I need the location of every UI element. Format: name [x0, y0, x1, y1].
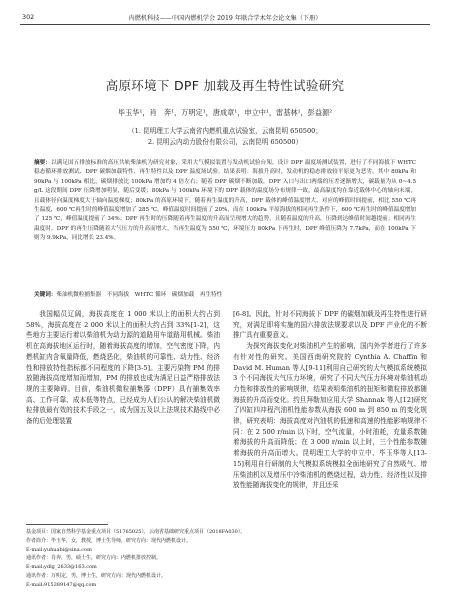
- footnote-funding: 基金项目：国家自然科学基金重点项目（51765025），云南省基础研究重点项目（2018FA030）。: [26, 529, 246, 535]
- abstract-text: 以满足国五排放标准的高压共轨柴油机为研究对象，采用大气模拟装置与发动机试验台架，设计 DPF 温度场测试装置，进行了不同海拔下 WHTC 稳态循环排放测试、DPF 碳烟加载特性、再生特性以及 DPF 温度场试验。结果表明：海拔升高时，发动机的稳态排放较平原更为恶劣，其中 80kPa 和 90kPa 与 100kPa 相比，碳烟排放比 100kPa 增加约 4 倍左右；随着 DPF 碳烟不断加载，DPF 入口与出口两端的压差逐渐增大，碳载量为从 0~4.5 g/L 这段期间 DPF 压降增加明显，随后变缓；80kPa 与 100kPa 环境下的 DPF 载体的温度场分布规律一致，最高温度均在靠近载体中心的轴向末端，且载体径向温度梯度大于轴向温度梯度；80kPa 的高原环境下，随着再生温度的升高，DPF 载体的峰值温度增大，对应的峰值时间提前，相比 550 ℃再生温度，600 ℃再生时的峰值温度增加了 285 ℃，峰值温度时间提前了 20%，而在 100kPa 平原海拔的相同再生条件下，600 ℃再生时的峰值温度增加了 125 ℃，峰值温度提前了 34%；DPF 再生时的压降随着再生温度的升高而呈现增大的趋势，且随着温度的升高，压降到达峰值时间越提前；相同再生温度时，DPF 的再生压降随着大气压力的升高而增大，当再生温度为 550 ℃，环境压力 80kPa 下再生时，DPF 峰值压降为 7.7kPa，而在 100kPa 下则为 9.9kPa，同比增长 23.4%。: [34, 160, 416, 242]
- author-list: 毕玉华¹，肖 奔¹，万明定¹，唐成章¹，申立中¹，雷基林¹，彭益源²: [117, 108, 333, 117]
- footnote-email: E-mail:ydlg_2633@163.com: [26, 564, 97, 571]
- body-left-column: [26, 309, 220, 427]
- keywords: [34, 290, 416, 298]
- footnote-author-bio: 作者简介：毕玉华，女，教授，博士生导师，研究方向：现代内燃机设计。: [26, 537, 192, 544]
- running-header: [20, 11, 430, 25]
- affiliation-1: （1. 昆明理工大学云南省内燃机重点试验室，云南昆明 650500；: [128, 127, 322, 135]
- left-paragraph-1: 我国幅员辽阔，海拔高度在 1 000 米以上的面积大约占到 58%，海拔高度在 2 000 米以上的面积大约占到 33%[1-2]，这些地方主要运行着以柴油机为动力源的道路用车道路用机械。柴油机在高海拔地区运行时，随着海拔高度的增加，空气密度下降，内燃机缸内含氧量降低，燃烧恶化，柴油机的可靠性、动力性、经济性和排放特性指标都不同程度的下降[3-5]。主要污染物 PM 的排放随海拔高度增加而增加，PM 的排放也成为满足日益严格排放法规的主要障碍。目前，柴油机微粒捕集器（DPF）具有捕集效率高、工作可靠、成本低等特点，已经成为人们公认的解决柴油机微粒排放最有效的技术手段之一，成为国五及以上法规技术路线中必备的后处理装置: [26, 310, 220, 426]
- footnotes: [26, 528, 246, 590]
- footnote-corresponding-author: 通讯作者：肖奔，男，硕士生，研究方向：内燃机排放控制。: [26, 555, 162, 562]
- keywords-text: 柴油机微粒捕集器 不同海拔 WHTC 循环 碳烟加载 再生特性: [56, 292, 223, 298]
- affiliation-2: 2. 昆明云内动力股份有限公司，云南昆明 650500）: [147, 138, 303, 146]
- keywords-label: 关键词：: [34, 292, 57, 298]
- footnote-corresponding-author: 通讯作者：万明定，男，博士生，研究方向：现代内燃机设计。: [26, 572, 167, 579]
- footnote-rule: [26, 524, 108, 525]
- footnote-email: E-mail:yuhuabi@sina.com: [26, 546, 92, 553]
- page-number: 302: [22, 13, 35, 21]
- paper-title: 高原环境下 DPF 加载及再生特性试验研究: [105, 78, 345, 93]
- abstract: [34, 159, 416, 244]
- body-right-column: [233, 309, 427, 491]
- footnote-email: E-mail:915389147@qq.com: [26, 581, 97, 588]
- right-paragraph-2: 为探究海拔变化对柴油机产生的影响，国内外学者进行了许多有针对性的研究。美国西南研究院的 Cynthia A. Chaffin 和 David M. Human 等人[9-11]利用自己研究的大气模拟系统模拟 3 个不同海拔大气压力环境，研究了不同大气压力环境对柴油机动力性和排放性的影响规律，结果表明柴油机的扭矩和微粒排放都随海拔的升高而变化。约旦拜勒加应用大学 Shannak 等人[12]研究了四缸四冲程汽油机性能参数从海拔 600 m 到 850 m 的变化规律，研究表明：海拔高度对汽油机的低速和高速的性能影响规律不同：在 2 500 r/min 以下时，空气流量，小时油耗，充量系数随着海拔的升高而降低；在 3 000 r/min 以上时，三个性能参数随着海拔的升高而增大。昆明理工大学的申立中、毕玉华等人[13-15]利用自行研制的大气模拟系统模拟全面地研究了自然吸气、增压柴油机以及增压中冷柴油机的燃烧过程，动力性、经济性以及排放性能随海拔变化的规律，并且还采: [233, 342, 427, 490]
- abstract-label: 摘要：: [34, 160, 51, 166]
- right-paragraph-1: [6-8]。因此，针对不同海拔下 DPF 的碳烟加载及再生特性进行研究，对满足即将实施的国六排放法规要求以及 DPF 产业化的不断推广具有重要意义。: [233, 310, 427, 340]
- journal-title: 内燃机科技——中国内燃机学会 2019 年联合学术年会论文集（下册）: [128, 15, 322, 22]
